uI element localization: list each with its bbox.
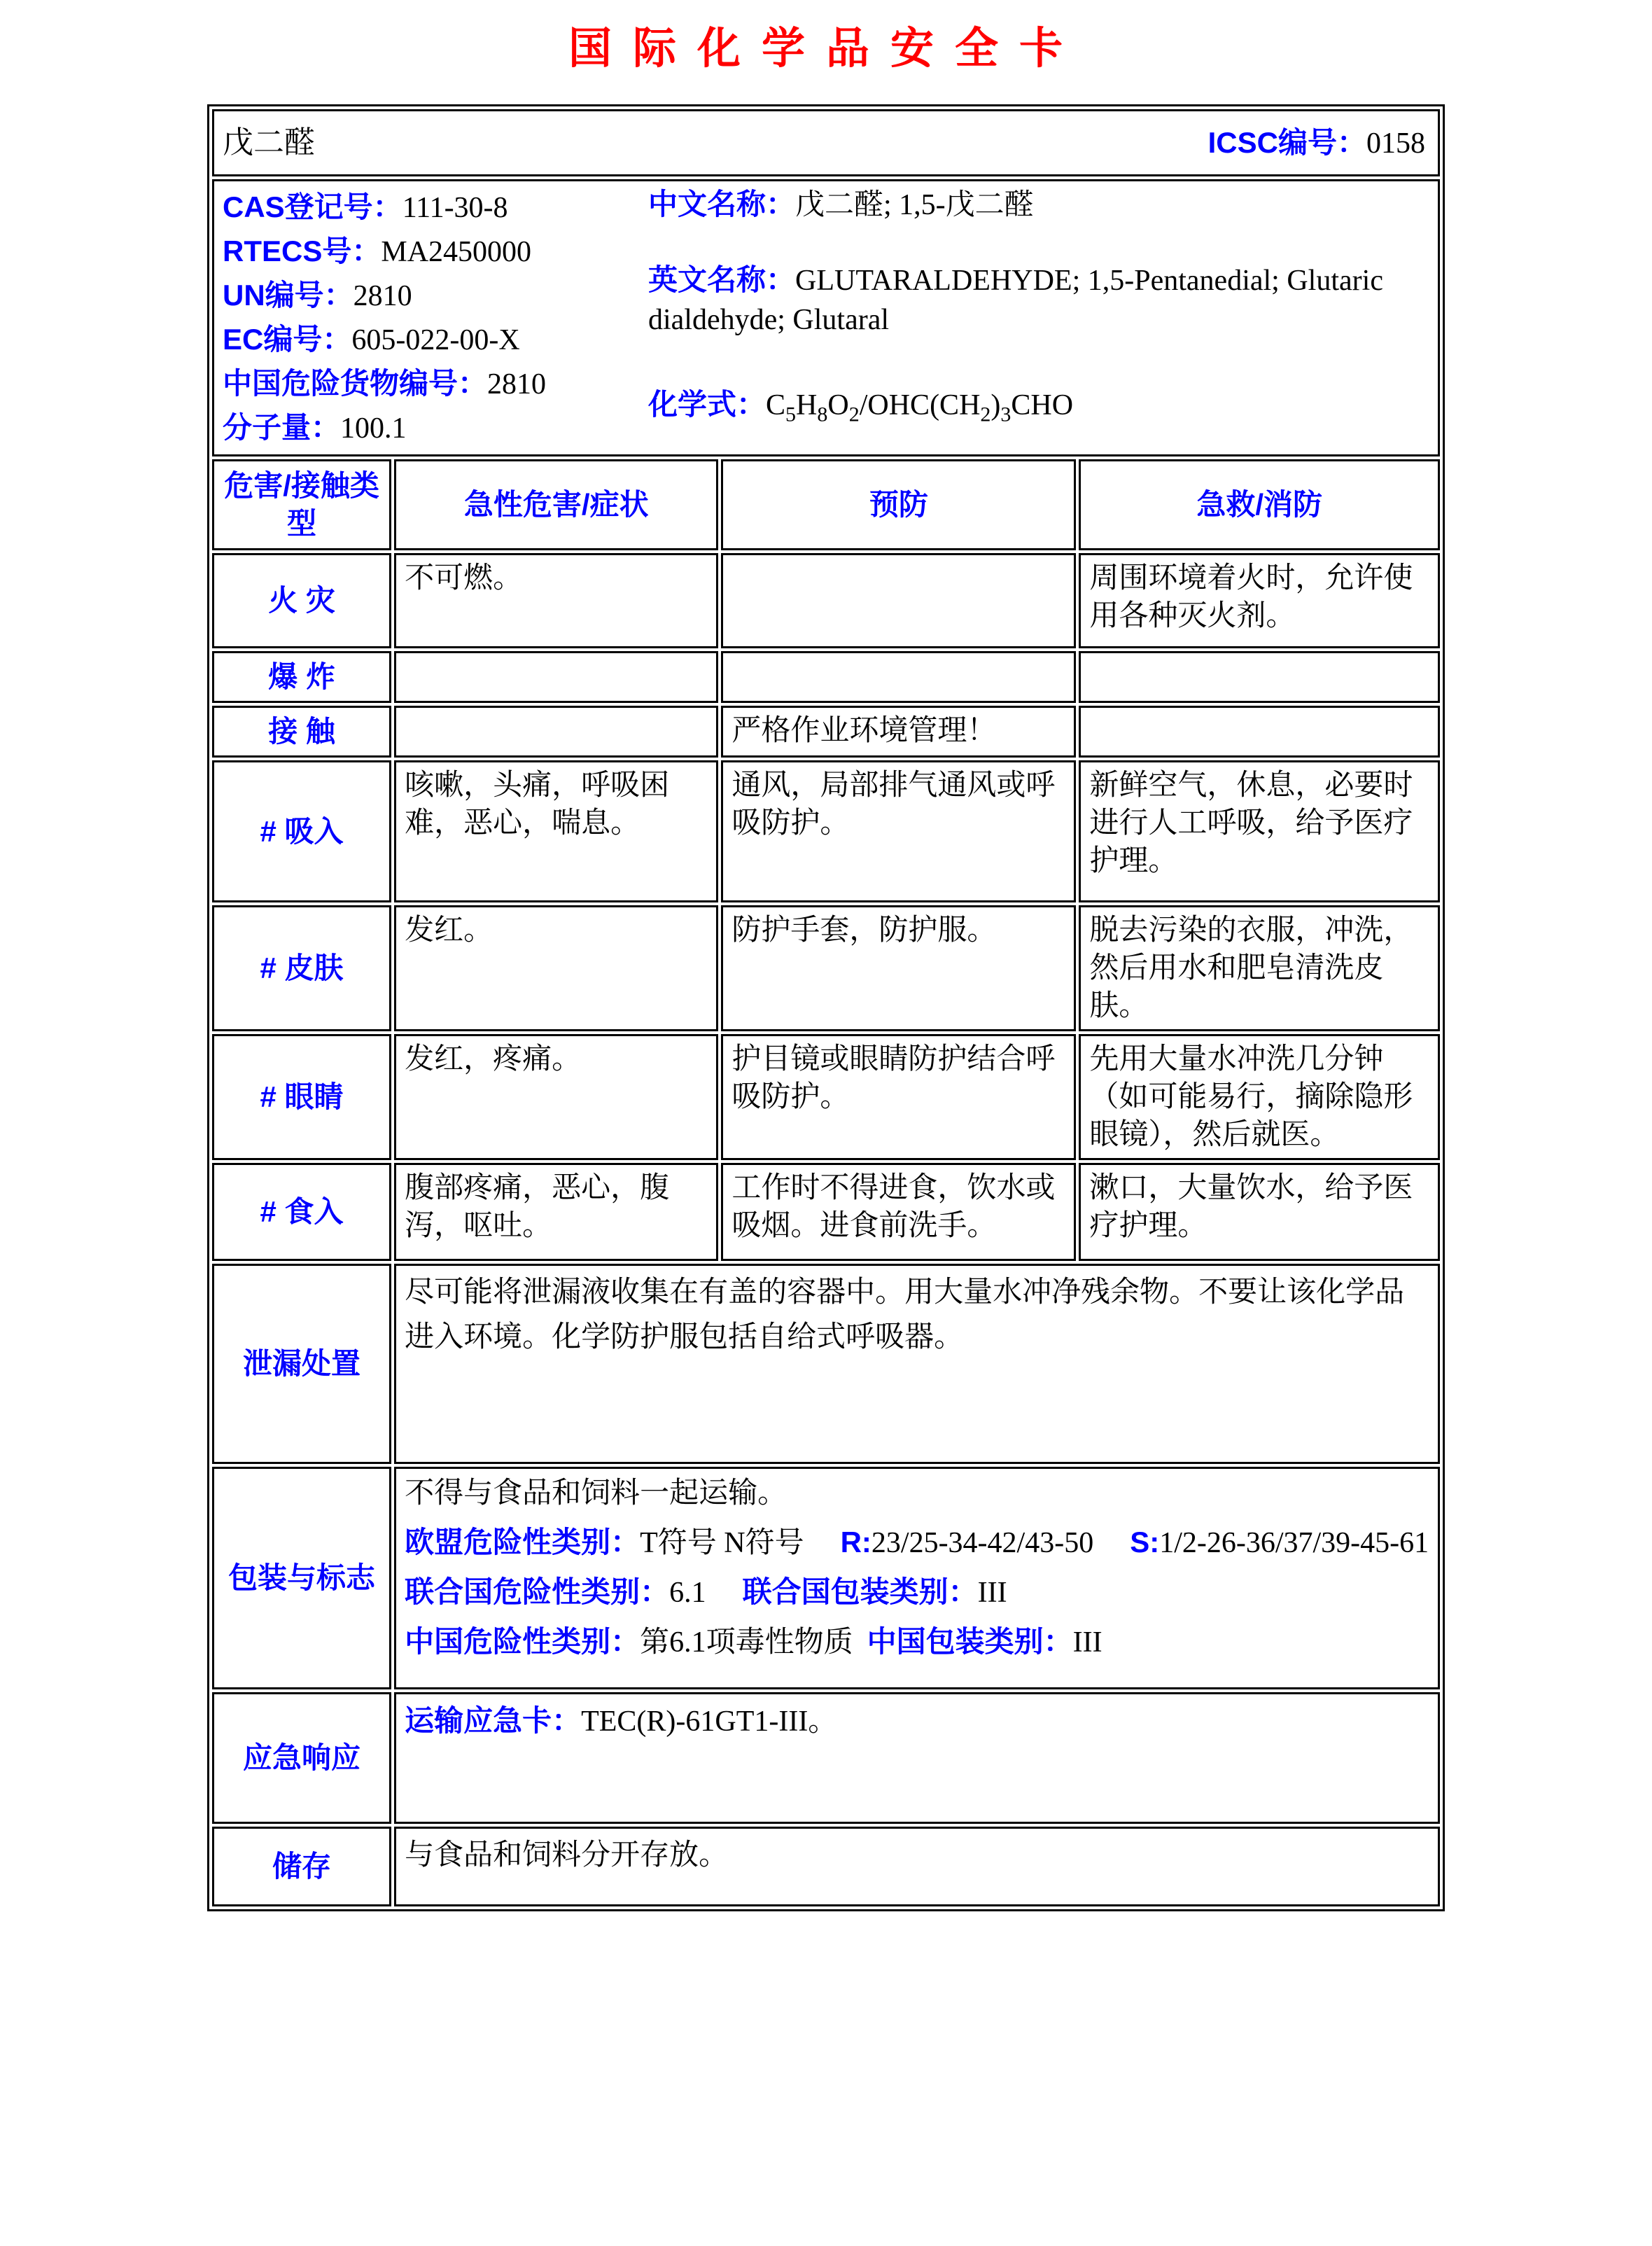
cn-class-value: 第6.1项毒性物质 bbox=[640, 1626, 853, 1659]
row-label-ingestion: # 食入 bbox=[212, 1163, 391, 1261]
s-phrases-value: 1/2-26-36/37/39-45-61 bbox=[1159, 1527, 1429, 1560]
skin-symptoms-cell: 发红。 bbox=[394, 905, 718, 1031]
card-header-cell bbox=[212, 109, 1440, 176]
row-label-inhalation: # 吸入 bbox=[212, 760, 391, 902]
chinese-name: 中文名称：戊二醛; 1,5-戊二醛 bbox=[648, 188, 1034, 222]
safety-card bbox=[207, 104, 1445, 1911]
un-class-value: 6.1 bbox=[669, 1577, 706, 1610]
packaging-cell bbox=[394, 1467, 1440, 1689]
row-label-emergency-response: 应急响应 bbox=[212, 1692, 391, 1824]
column-header-symptoms: 急性危害/症状 bbox=[394, 459, 718, 550]
transport-note: 不得与食品和饲料一起运输。 bbox=[405, 1477, 788, 1510]
icsc-value: 0158 bbox=[1366, 127, 1425, 160]
page-title: 国际化学品安全卡 bbox=[568, 25, 1084, 73]
un-class-label: 联合国危险性类别： bbox=[405, 1575, 670, 1609]
explosion-firstaid-cell bbox=[1079, 651, 1440, 703]
inhalation-firstaid-cell: 新鲜空气，休息，必要时进行人工呼吸，给予医疗护理。 bbox=[1079, 760, 1440, 902]
contact-firstaid-cell bbox=[1079, 706, 1440, 758]
hazard-row-fire bbox=[212, 553, 1440, 648]
row-label-fire: 火 灾 bbox=[212, 553, 391, 648]
row-label-skin: # 皮肤 bbox=[212, 905, 391, 1031]
hazard-row-eyes bbox=[212, 1034, 1440, 1160]
column-header-prevention: 预防 bbox=[721, 459, 1076, 550]
storage-row bbox=[212, 1827, 1440, 1906]
ingestion-prevention-cell: 工作时不得进食，饮水或吸烟。进食前洗手。 bbox=[721, 1163, 1076, 1261]
molecular-weight: 分子量：100.1 bbox=[223, 411, 407, 445]
cn-classification-line bbox=[405, 1621, 1429, 1663]
chemical-formula: $C_5H_8O_2/OHC(CH_2)_3CHO$ bbox=[766, 389, 1074, 426]
names-column bbox=[643, 186, 1429, 450]
un-pack-value: III bbox=[977, 1577, 1007, 1610]
column-header-hazard-type: 危害/接触类型 bbox=[212, 459, 391, 550]
identifiers-row bbox=[212, 179, 1440, 456]
emergency-response-cell bbox=[394, 1692, 1440, 1824]
row-label-spill-disposal: 泄漏处置 bbox=[212, 1264, 391, 1464]
row-label-eyes: # 眼睛 bbox=[212, 1034, 391, 1160]
storage-cell: 与食品和饲料分开存放。 bbox=[394, 1827, 1440, 1906]
un-classification-line bbox=[405, 1572, 1429, 1613]
spill-disposal-cell: 尽可能将泄漏液收集在有盖的容器中。用大量水冲净残余物。不要让该化学品进入环境。化学防护服包括自给式呼吸器。 bbox=[394, 1264, 1440, 1464]
hazard-row-ingestion bbox=[212, 1163, 1440, 1261]
row-label-contact: 接 触 bbox=[212, 706, 391, 758]
terc-label: 运输应急卡： bbox=[405, 1704, 582, 1738]
eyes-firstaid-cell: 先用大量水冲洗几分钟（如可能易行，摘除隐形眼镜），然后就医。 bbox=[1079, 1034, 1440, 1160]
eyes-prevention-cell: 护目镜或眼睛防护结合呼吸防护。 bbox=[721, 1034, 1076, 1160]
fire-prevention-cell bbox=[721, 553, 1076, 648]
china-dangerous-goods-number: 中国危险货物编号：2810 bbox=[223, 367, 547, 401]
icsc-label: ICSC编号： bbox=[1208, 125, 1366, 159]
cn-class-label: 中国危险性类别： bbox=[405, 1625, 640, 1659]
eu-classification-line bbox=[405, 1522, 1429, 1563]
fire-firstaid-cell: 周围环境着火时，允许使用各种灭火剂。 bbox=[1079, 553, 1440, 648]
skin-firstaid-cell: 脱去污染的衣服，冲洗，然后用水和肥皂清洗皮肤。 bbox=[1079, 905, 1440, 1031]
eu-class-label: 欧盟危险性类别： bbox=[405, 1526, 640, 1559]
r-phrases-label: R: bbox=[840, 1526, 872, 1559]
cn-pack-label: 中国包装类别： bbox=[867, 1625, 1073, 1659]
emergency-response-row bbox=[212, 1692, 1440, 1824]
column-header-firstaid: 急救/消防 bbox=[1079, 459, 1440, 550]
ingestion-firstaid-cell: 漱口，大量饮水，给予医疗护理。 bbox=[1079, 1163, 1440, 1261]
hazard-row-explosion bbox=[212, 651, 1440, 703]
english-name: 英文名称：GLUTARALDEHYDE; 1,5-Pentanedial; Glutaric dialdehyde; Glutaral bbox=[648, 263, 1383, 337]
rtecs-number: RTECS号：MA2450000 bbox=[223, 235, 532, 269]
ingestion-symptoms-cell: 腹部疼痛，恶心，腹泻，呕吐。 bbox=[394, 1163, 718, 1261]
inhalation-prevention-cell: 通风，局部排气通风或呼吸防护。 bbox=[721, 760, 1076, 902]
eu-symbols: T符号 N符号 bbox=[640, 1527, 804, 1560]
hazard-row-contact bbox=[212, 706, 1440, 758]
card-header-row bbox=[212, 109, 1440, 176]
un-number: UN编号：2810 bbox=[223, 279, 412, 313]
hazard-row-inhalation bbox=[212, 760, 1440, 902]
row-label-explosion: 爆 炸 bbox=[212, 651, 391, 703]
hazard-table-header-row bbox=[212, 459, 1440, 550]
ec-number: EC编号：605-022-00-X bbox=[223, 323, 520, 357]
explosion-prevention-cell bbox=[721, 651, 1076, 703]
packaging-labelling-row bbox=[212, 1467, 1440, 1689]
eyes-symptoms-cell: 发红，疼痛。 bbox=[394, 1034, 718, 1160]
fire-symptoms-cell: 不可燃。 bbox=[394, 553, 718, 648]
row-label-packaging: 包装与标志 bbox=[212, 1467, 391, 1689]
terc-value: TEC(R)-61GT1-III。 bbox=[581, 1706, 838, 1738]
contact-prevention-cell: 严格作业环境管理！ bbox=[721, 706, 1076, 758]
icsc-number-group bbox=[1208, 124, 1429, 162]
s-phrases-label: S: bbox=[1130, 1526, 1160, 1559]
chemical-formula-line: 化学式：$C_5H_8O_2/OHC(CH_2)_3CHO$ bbox=[648, 388, 1074, 426]
inhalation-symptoms-cell: 咳嗽，头痛，呼吸困难，恶心，喘息。 bbox=[394, 760, 718, 902]
contact-symptoms-cell bbox=[394, 706, 718, 758]
identifier-list bbox=[223, 186, 643, 450]
substance-name: 戊二醛 bbox=[223, 125, 315, 160]
hazard-row-skin bbox=[212, 905, 1440, 1031]
cn-pack-value: III bbox=[1072, 1626, 1102, 1659]
identifiers-cell bbox=[212, 179, 1440, 456]
row-label-storage: 储存 bbox=[212, 1827, 391, 1906]
r-phrases-value: 23/25-34-42/43-50 bbox=[871, 1527, 1094, 1560]
skin-prevention-cell: 防护手套，防护服。 bbox=[721, 905, 1076, 1031]
un-pack-label: 联合国包装类别： bbox=[742, 1575, 978, 1609]
cas-number: CAS登记号：111-30-8 bbox=[223, 190, 508, 225]
safety-card-table bbox=[209, 106, 1443, 1909]
explosion-symptoms-cell bbox=[394, 651, 718, 703]
spill-disposal-row bbox=[212, 1264, 1440, 1464]
